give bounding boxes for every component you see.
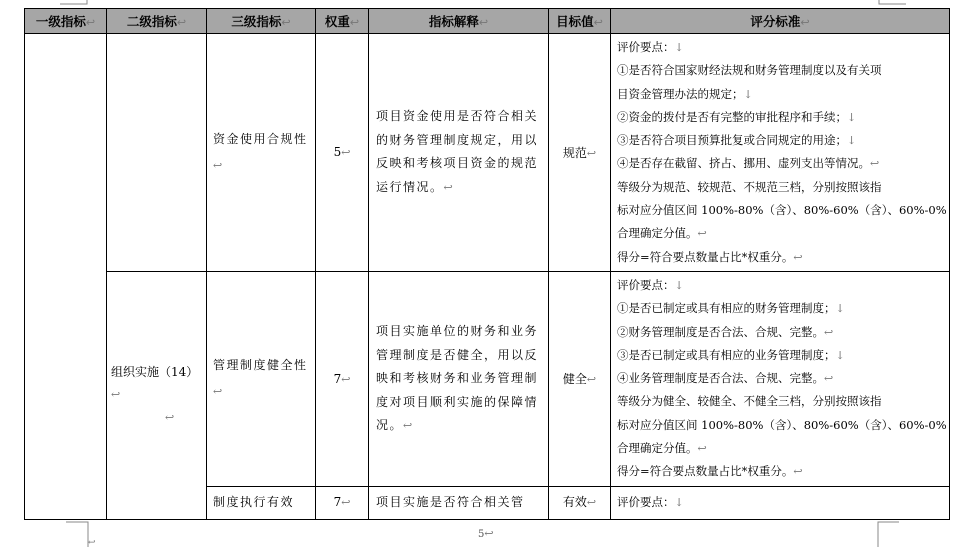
criteria-line: ③是否符合项目预算批复或合同规定的用途；↓ bbox=[617, 133, 857, 148]
criteria-line: 评价要点：↓ bbox=[617, 277, 684, 292]
criteria-cell bbox=[611, 271, 950, 486]
target-cell: 有效↩ bbox=[549, 486, 611, 519]
criteria-line: 标对应分值区间 100%-80%（含）、80%-60%（含）、60%-0% bbox=[617, 203, 947, 218]
level3-cell: 制度执行有效 bbox=[207, 486, 316, 519]
criteria-line: 等级分为规范、较规范、不规范三档，分别按照该指 bbox=[617, 179, 882, 194]
header-target: 目标值↩ bbox=[549, 9, 611, 34]
target-cell: 规范↩ bbox=[549, 34, 611, 272]
table-row bbox=[25, 271, 950, 486]
level3-cell: 管理制度健全性↩ bbox=[207, 271, 316, 486]
header-level1: 一级指标↩ bbox=[25, 9, 107, 34]
header-level2: 二级指标↩ bbox=[107, 9, 207, 34]
weight-cell: 7↩ bbox=[316, 271, 369, 486]
criteria-line: 评价要点：↓ bbox=[617, 40, 684, 54]
crop-mark-top-left bbox=[60, 0, 90, 6]
criteria-line: ①是否已制定或具有相应的财务管理制度；↓ bbox=[617, 301, 845, 316]
criteria-line: ②资金的拨付是否有完整的审批程序和手续；↓ bbox=[617, 109, 857, 124]
criteria-line: 等级分为健全、较健全、不健全三档，分别按照该指 bbox=[617, 394, 882, 409]
explanation-cell: 项目实施是否符合相关管 bbox=[369, 486, 549, 519]
criteria-line: 合理确定分值。↩ bbox=[617, 226, 707, 241]
criteria-line: 标对应分值区间 100%-80%（含）、80%-60%（含）、60%-0% bbox=[617, 417, 947, 432]
criteria-line: ②财务管理制度是否合法、合规、完整。↩ bbox=[617, 324, 834, 339]
target-cell: 健全↩ bbox=[549, 271, 611, 486]
criteria-line: 合理确定分值。↩ bbox=[617, 441, 707, 456]
criteria-line: 目资金管理办法的规定；↓ bbox=[617, 86, 753, 101]
level2-cell-empty bbox=[107, 34, 207, 272]
page-number: 5↩ bbox=[478, 527, 494, 540]
weight-cell: 7↩ bbox=[316, 486, 369, 519]
crop-mark-bottom-right bbox=[877, 521, 907, 548]
criteria-line: ③是否已制定或具有相应的业务管理制度；↓ bbox=[617, 347, 845, 362]
criteria-line: 得分=符合要点数量占比*权重分。↩ bbox=[617, 464, 803, 479]
header-weight: 权重↩ bbox=[316, 9, 369, 34]
table-header-row bbox=[25, 9, 950, 34]
level2-cell: 组织实施（14）↩ ↩ bbox=[107, 271, 207, 519]
criteria-line: ④业务管理制度是否合法、合规、完整。↩ bbox=[617, 371, 834, 386]
header-explanation: 指标解释↩ bbox=[369, 9, 549, 34]
weight-cell: 5↩ bbox=[316, 34, 369, 272]
crop-mark-top-right bbox=[876, 0, 906, 6]
paragraph-mark: ↩ bbox=[88, 538, 96, 548]
criteria-cell bbox=[611, 34, 950, 272]
criteria-line: 评价要点：↓ bbox=[617, 494, 684, 509]
evaluation-table bbox=[24, 8, 950, 520]
criteria-line: ④是否存在截留、挤占、挪用、虚列支出等情况。↩ bbox=[617, 156, 880, 171]
header-criteria: 评分标准↩ bbox=[611, 9, 950, 34]
level1-cell bbox=[25, 34, 107, 520]
explanation-cell: 项目资金使用是否符合相关的财务管理制度规定，用以反映和考核项目资金的规范运行情况。↩ bbox=[369, 34, 549, 272]
level3-cell: 资金使用合规性↩ bbox=[207, 34, 316, 272]
header-level3: 三级指标↩ bbox=[207, 9, 316, 34]
table-row bbox=[25, 34, 950, 272]
criteria-line: ①是否符合国家财经法规和财务管理制度以及有关项 bbox=[617, 63, 882, 78]
criteria-cell bbox=[611, 486, 950, 519]
criteria-line: 得分=符合要点数量占比*权重分。↩ bbox=[617, 249, 803, 264]
explanation-cell: 项目实施单位的财务和业务管理制度是否健全，用以反映和考核财务和业务管理制度对项目顺利实施的保障情况。↩ bbox=[369, 271, 549, 486]
